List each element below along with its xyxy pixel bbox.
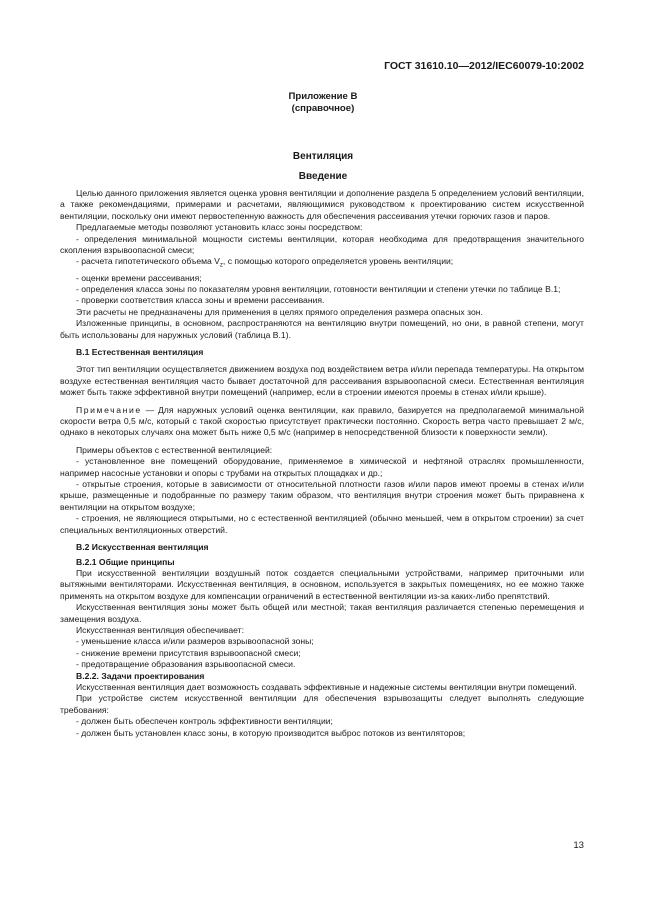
standard-header: ГОСТ 31610.10—2012/IEC60079-10:2002 (384, 60, 584, 72)
subsection-heading: В.2.1 Общие принципы (76, 556, 175, 567)
list-item: - предотвращение образования взрывоопасной смеси. (76, 659, 296, 670)
list-item: - должен быть обеспечен контроль эффективности вентиляции; (76, 716, 333, 727)
annex-title: Приложение В (288, 91, 358, 102)
paragraph: Примеры объектов с естественной вентиляцией: (76, 444, 273, 455)
paragraph: Эти расчеты не предназначены для применения в целях прямого определения размера опасных зон. (76, 306, 483, 317)
list-item: - установленное вне помещений оборудование, применяемое в химической и нефтяной отраслях промышленности, например насосные установки и опоры с трубами на открытых площадках и др.; (60, 456, 584, 478)
annex-subtitle: (справочное) (291, 103, 355, 114)
paragraph: Предлагаемые методы позволяют установить класс зоны посредством: (76, 222, 363, 233)
paragraph: Искусственная вентиляция зоны может быть общей или местной; такая вентиляция различается степенью перемещения и замещения воздуха. (60, 602, 584, 624)
paragraph: Искусственная вентиляция обеспечивает: (76, 624, 244, 635)
intro-title: Введение (298, 171, 348, 182)
paragraph: При искусственной вентиляции воздушный поток создается специальными устройствами, например приточными или вытяжными вентиляторами. Искусственная вентиляция, в основном, используется в закрытых помещениях, но ее можно также применять на открытом воздухе для компенсации ограничений в естественной вентиляции из-за каких-либо препятствий. (60, 567, 584, 601)
paragraph: Изложенные принципы, в основном, распространяются на вентиляцию внутри помещений, но они, в равной степени, могут быть использованы для наружных условий (таблица В.1). (60, 318, 584, 340)
note: Примечание — Для наружных условий оценка вентиляции, как правило, базируется на предполагаемой минимальной скорости ветра 0,5 м/с, который с такой скоростью присутствует практически постоянно. Скорость ветра часто превышает 2 м/с, однако в некоторых случаях она может быть ниже 0,5 м/с (например в непосредственной близости к поверхности земли). (60, 404, 584, 438)
list-item: - уменьшение класса и/или размеров взрывоопасной зоны; (76, 636, 314, 647)
annex-heading (0, 91, 646, 115)
paragraph: Целью данного приложения является оценка уровня вентиляции и дополнение раздела 5 определением условий вентиляции, а также рекомендациями, примерами и расчетами, являющимися руководством к проектированию систем искусственной вентиляции, поскольку они имеют первостепенную важность для обеспечения рассеивания утечки горючих газов и паров. (60, 188, 584, 221)
list-item: - проверки соответствия класса зоны и времени рассеивания. (76, 295, 325, 306)
page-number: 13 (573, 840, 584, 851)
paragraph: Искусственная вентиляция дает возможность создавать эффективные и надежные системы вентиляции внутри помещений. (76, 681, 577, 692)
list-item: - определения минимальной мощности системы вентиляции, которая необходима для предотвращения значительного скопления взрывоопасной смеси; (60, 233, 584, 256)
list-item: - открытые строения, которые в зависимости от относительной плотности газов и/или паров имеют проемы в стенах и/или крыше, размещенные и подобранные по размеру таким образом, что вентиляция внутри строения может быть приравнена к вентиляции на открытом воздухе; (60, 479, 584, 512)
list-item: - снижение времени присутствия взрывоопасной смеси; (76, 647, 301, 658)
subsection-heading: В.2.2. Задачи проектирования (76, 670, 205, 681)
paragraph: Этот тип вентиляции осуществляется движением воздуха под воздействием ветра и/или перепада температуры. На открытом воздухе естественная вентиляция часто бывает достаточной для рассеивания взрывоопасной смеси. Естественная вентиляция может быть также эффективной внутри помещений (например, если в строении имеются проемы в стенах и/или крыше). (60, 364, 584, 398)
list-item: - должен быть установлен класс зоны, в которую производится выброс потоков из вентиляторов; (76, 727, 466, 738)
document-body (60, 188, 584, 739)
list-item: - определения класса зоны по показателям уровня вентиляции, готовности вентиляции и степени утечки по таблице В.1; (76, 283, 561, 294)
paragraph: При устройстве систем искусственной вентиляции для обеспечения взрывозащиты следует выполнять следующие требования: (60, 693, 584, 715)
section-title: Вентиляция (292, 151, 354, 162)
section-heading: В.1 Естественная вентиляция (76, 347, 204, 357)
section-heading: В.2 Искусственная вентиляция (76, 542, 209, 553)
list-item: - расчета гипотетического объема $V_z$, с помощью которого определяется уровень вентиляции; (76, 256, 454, 270)
list-item: - строения, не являющиеся открытыми, но с естественной вентиляцией (обычно меньшей, чем в открытом строении) за счет специальных вентиляционных отверстий. (60, 513, 584, 535)
list-item: - оценки времени рассеивания; (76, 272, 202, 283)
